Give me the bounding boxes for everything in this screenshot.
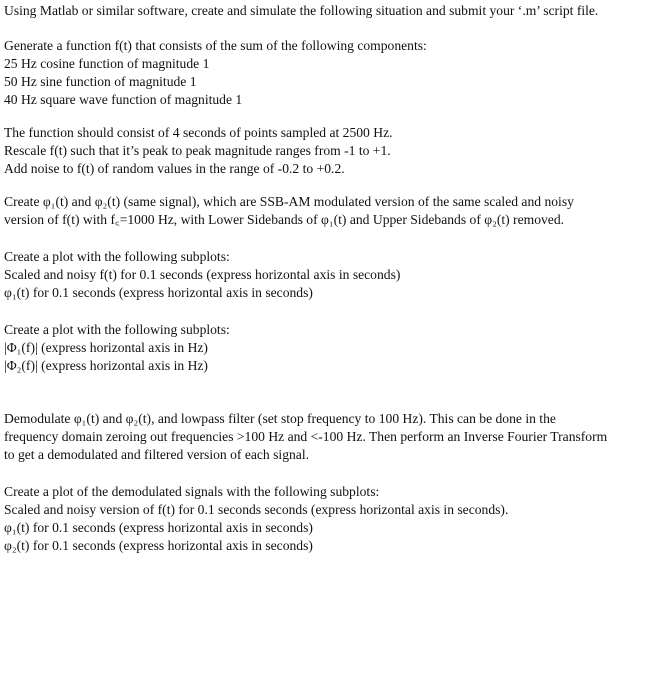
sampling-line-2: Rescale f(t) such that it’s peak to peak magnitude ranges from -1 to +1.	[4, 143, 391, 158]
components-section	[4, 37, 654, 109]
sampling-line-1: The function should consist of 4 seconds of points sampled at 2500 Hz.	[4, 125, 393, 140]
plot3-section	[4, 483, 654, 555]
component-item-sine: 50 Hz sine function of magnitude 1	[4, 74, 197, 89]
plot2-item-phi2-spectrum: |Φ₂(f)| (express horizontal axis in Hz)	[4, 358, 208, 373]
intro-line: Using Matlab or similar software, create and simulate the following situation and submit your ‘.m’ script file.	[4, 3, 599, 18]
demod-line-2: frequency domain zeroing out frequencies >100 Hz and <-100 Hz. Then perform an Inverse Fourier Transform	[4, 429, 608, 444]
plot3-item-f: Scaled and noisy version of f(t) for 0.1 seconds seconds (express horizontal axis in seconds).	[4, 502, 509, 517]
plot2-heading: Create a plot with the following subplots:	[4, 322, 230, 337]
sampling-line-3: Add noise to f(t) of random values in the range of -0.2 to +0.2.	[4, 161, 345, 176]
component-item-cosine: 25 Hz cosine function of magnitude 1	[4, 56, 210, 71]
ssb-line-1: Create φ₁(t) and φ₂(t) (same signal), which are SSB-AM modulated version of the same scaled and noisy	[4, 194, 574, 209]
plot2-section	[4, 321, 654, 375]
plot1-heading: Create a plot with the following subplots:	[4, 249, 230, 264]
ssb-section	[4, 193, 654, 229]
plot3-heading: Create a plot of the demodulated signals with the following subplots:	[4, 484, 380, 499]
demod-line-3: to get a demodulated and filtered version of each signal.	[4, 447, 309, 462]
plot3-item-phi2: φ₂(t) for 0.1 seconds (express horizontal axis in seconds)	[4, 538, 313, 553]
sampling-section	[4, 124, 654, 178]
demod-section	[4, 410, 654, 464]
plot1-section	[4, 248, 654, 302]
plot3-item-phi1: φ₁(t) for 0.1 seconds (express horizontal axis in seconds)	[4, 520, 313, 535]
plot1-item-f: Scaled and noisy f(t) for 0.1 seconds (express horizontal axis in seconds)	[4, 267, 401, 282]
demod-line-1: Demodulate φ₁(t) and φ₂(t), and lowpass filter (set stop frequency to 100 Hz). This can be done in the	[4, 411, 556, 426]
plot1-item-phi1: φ₁(t) for 0.1 seconds (express horizontal axis in seconds)	[4, 285, 313, 300]
ssb-line-2: version of f(t) with f꜀=1000 Hz, with Lower Sidebands of φ₁(t) and Upper Sidebands of φ₂(t) removed.	[4, 212, 565, 227]
plot2-item-phi1-spectrum: |Φ₁(f)| (express horizontal axis in Hz)	[4, 340, 208, 355]
intro-paragraph	[4, 2, 654, 20]
component-item-square: 40 Hz square wave function of magnitude 1	[4, 92, 243, 107]
components-heading: Generate a function f(t) that consists of the sum of the following components:	[4, 38, 427, 53]
